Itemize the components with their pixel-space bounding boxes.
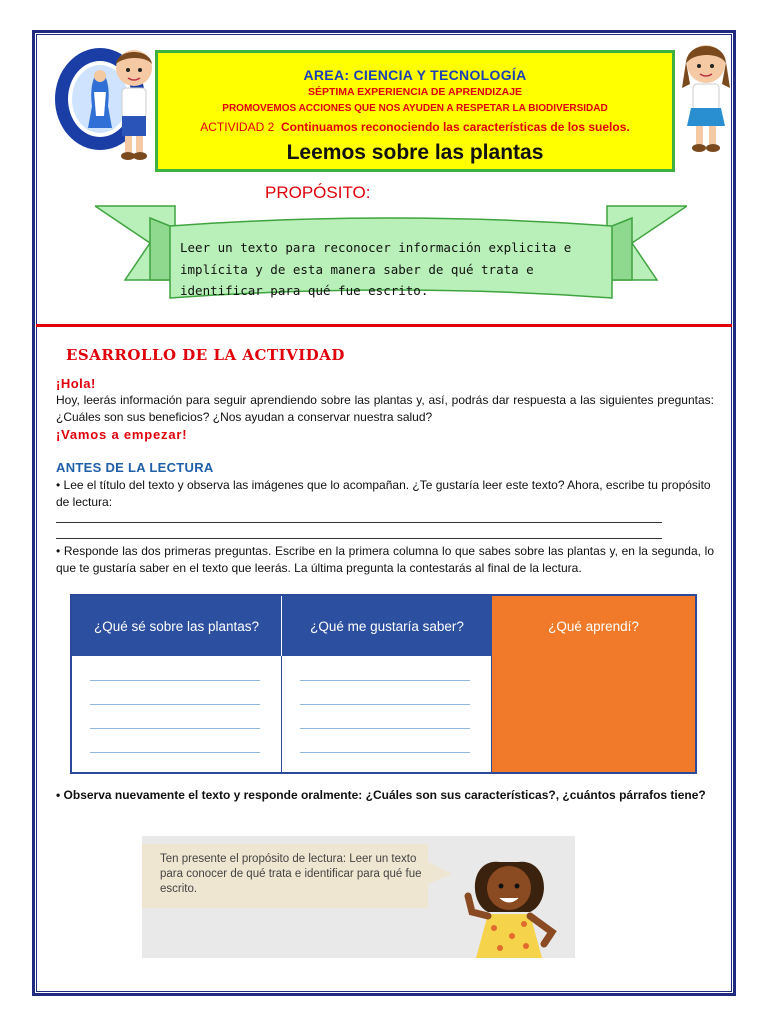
reminder-text: Ten presente el propósito de lectura: Leer un texto para conocer de qué trata e identificar para qué fue escrito. (160, 853, 422, 895)
greeting: ¡Hola! (56, 376, 96, 391)
activity-text: Continuamos reconociendo las características de los suelos. (280, 120, 630, 134)
divider-line (36, 324, 732, 327)
kwl-cell-know[interactable] (72, 656, 282, 772)
area-title: AREA: CIENCIA Y TECNOLOGÍA (303, 67, 527, 83)
experience-title: SÉPTIMA EXPERIENCIA DE APRENDIZAJE (307, 86, 523, 98)
boy-illustration (108, 46, 160, 164)
kwl-table (70, 594, 697, 774)
development-title: ESARROLLO DE LA ACTIVIDAD (66, 346, 345, 364)
purpose-label: PROPÓSITO: (265, 183, 371, 202)
header-box (155, 50, 675, 172)
instruction-3: • Observa nuevamente el texto y responde oralmente: ¿Cuáles son sus características?, ¿cuántos párrafos tiene? (56, 788, 706, 802)
intro-paragraph: Hoy, leerás información para seguir aprendiendo sobre las plantas y, así, podrás dar respuesta a las siguientes preguntas: ¿Cuáles son sus beneficios? ¿Nos ayudan a conservar nuestra salud? (56, 393, 714, 424)
start-heading: ¡Vamos a empezar! (56, 427, 188, 442)
kwl-cell-learned[interactable] (492, 656, 695, 772)
instruction-1: • Lee el título del texto y observa las imágenes que lo acompañan. ¿Te gustaría leer este texto? Ahora, escribe tu propósito de lectura: (56, 478, 711, 509)
kwl-header-learned: ¿Qué aprendí? (492, 596, 695, 656)
girl-illustration (678, 40, 734, 160)
answer-line[interactable] (56, 538, 662, 539)
activity-label: ACTIVIDAD 2 (200, 120, 275, 134)
kwl-header-know: ¿Qué sé sobre las plantas? (72, 596, 282, 656)
kwl-header-want: ¿Qué me gustaría saber? (282, 596, 492, 656)
girl-pointing-illustration (460, 852, 570, 960)
answer-line[interactable] (56, 522, 662, 523)
instruction-2: • Responde las dos primeras preguntas. Escribe en la primera columna lo que sabes sobre las plantas y, en la segunda, lo que te gustaría saber en el texto que leerás. La última pregunta la contestarás al final de la lectura. (56, 544, 714, 575)
page-title: Leemos sobre las plantas (286, 141, 544, 164)
promote-title: PROMOVEMOS ACCIONES QUE NOS AYUDEN A RESPETAR LA BIODIVERSIDAD (222, 103, 608, 114)
purpose-text: Leer un texto para reconocer información explicita e implícita y de esta manera saber de qué trata e identificar para qué fue escrito. (180, 240, 572, 298)
kwl-cell-want[interactable] (282, 656, 492, 772)
activity-line (158, 120, 672, 134)
before-reading-title: ANTES DE LA LECTURA (56, 460, 214, 475)
